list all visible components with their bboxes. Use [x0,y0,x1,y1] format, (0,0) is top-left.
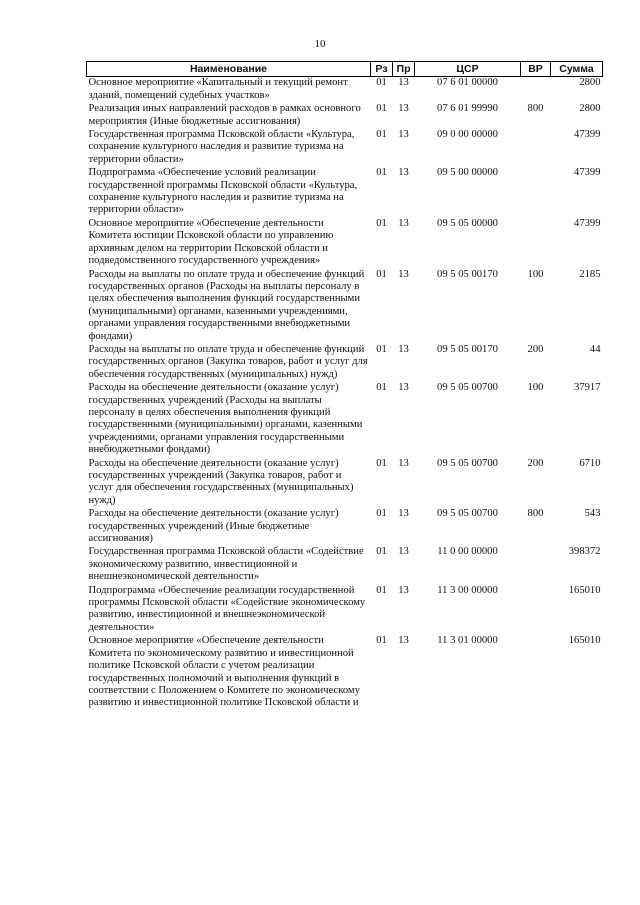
cell-pr: 13 [398,167,409,179]
cell-csr: 09 5 05 00000 [437,217,498,229]
cell-rz: 01 [376,217,387,229]
cell-sum: 2800 [579,103,601,115]
cell-vr [521,635,551,710]
table-row [87,269,603,344]
cell-vr: 100 [527,268,544,280]
cell-name: Расходы на выплаты по оплате труда и обеспечение функций государственных органов (Закупка товаров, работ и услуг для обеспечения государственных (муниципальных) нужд) [88,343,368,380]
cell-vr [521,167,551,218]
cell-csr: 09 5 05 00700 [437,457,498,469]
cell-name: Подпрограмма «Обеспечение реализации государственной программы Псковской области «Содействие экономическому развитию, инвестиционной и внешнеэкономической деятельности» [88,584,366,633]
cell-rz: 01 [376,103,387,115]
cell-sum: 398372 [568,546,601,558]
cell-sum: 165010 [568,584,601,596]
cell-vr: 200 [527,457,544,469]
cell-csr: 09 5 00 00000 [437,167,498,179]
cell-sum: 47399 [574,167,601,179]
cell-vr: 800 [527,103,544,115]
cell-sum: 47399 [574,217,601,229]
cell-rz: 01 [376,129,387,141]
cell-rz: 01 [376,635,387,647]
cell-csr: 09 5 05 00170 [437,268,498,280]
table-row [87,167,603,218]
cell-name: Основное мероприятие «Обеспечение деятельности Комитета по экономическому развитию и инвестиционной политике Псковской области с учетом реализации государственных полномочий и выполнения функций в соответствии с Положением о Комитете по экономическому развитию и инвестиционной политике Псковской области и [88,635,360,709]
cell-pr: 13 [398,103,409,115]
table-row [87,129,603,167]
cell-name: Расходы на выплаты по оплате труда и обеспечение функций государственных органов (Расходы на выплаты персоналу в целях обеспечения выполнения функций государственными (муниципальными) органами, казенными учреждениями, органами управления государственными внебюджетными фондами) [88,268,365,342]
table-row [87,546,603,584]
cell-rz: 01 [376,268,387,280]
cell-vr [521,77,551,103]
cell-csr: 09 5 05 00170 [437,343,498,355]
cell-name: Расходы на обеспечение деятельности (оказание услуг) государственных учреждений (Расходы на выплаты персоналу в целях обеспечения выполнения функций государственными (муниципальными) органами, казенными учреждениями, органами управления государственными внебюджетными фондами) [88,382,363,456]
cell-name: Подпрограмма «Обеспечение условий реализации государственной программы Псковской области «Культура, сохранение культурного наследия и развитие туризма на территории области» [88,167,358,216]
cell-vr: 200 [527,343,544,355]
table-row [87,635,603,710]
cell-name: Расходы на обеспечение деятельности (оказание услуг) государственных учреждений (Закупка товаров, работ и услуг для обеспечения государственных (муниципальных) нужд) [88,457,354,506]
cell-sum: 2185 [579,268,601,280]
cell-vr: 100 [527,382,544,394]
cell-name: Основное мероприятие «Обеспечение деятельности Комитета юстиции Псковской области по управлению архивным делом на территории Псковской области и подведомственного государственного учреждения» [88,217,334,267]
page-number: 10 [314,38,326,50]
cell-rz: 01 [376,343,387,355]
table-row [87,218,603,269]
table-row [87,458,603,509]
cell-rz: 01 [376,546,387,558]
cell-pr: 13 [398,508,409,520]
cell-name: Государственная программа Псковской области «Культура, сохранение культурного наследия и развитие туризма на территории области» [88,129,355,165]
table-row [87,508,603,546]
cell-csr: 09 5 05 00700 [437,382,498,394]
cell-csr: 07 6 01 99990 [437,103,498,115]
table-row [87,585,603,636]
cell-csr: 11 3 00 00000 [437,584,498,596]
cell-pr: 13 [398,268,409,280]
cell-sum: 37917 [574,382,601,394]
cell-rz: 01 [376,167,387,179]
cell-pr: 13 [398,77,409,89]
cell-vr [521,129,551,167]
cell-name: Государственная программа Псковской области «Содействие экономическому развитию, инвестиционной и внешнеэкономической деятельности» [88,546,364,583]
cell-sum: 543 [584,508,601,520]
cell-pr: 13 [398,217,409,229]
cell-pr: 13 [398,382,409,394]
cell-vr: 800 [527,508,544,520]
table-row [87,344,603,382]
table-header [87,62,603,77]
cell-pr: 13 [398,129,409,141]
cell-pr: 13 [398,635,409,647]
header-vr: ВР [521,62,551,77]
cell-pr: 13 [398,546,409,558]
table-body [87,77,603,711]
header-sum: Сумма [551,62,603,77]
cell-rz: 01 [376,457,387,469]
cell-csr: 11 0 00 00000 [437,546,498,558]
cell-csr: 09 5 05 00700 [437,508,498,520]
cell-name: Расходы на обеспечение деятельности (оказание услуг) государственных учреждений (Иные бюджетные ассигнования) [88,508,339,545]
cell-vr [521,585,551,636]
cell-vr [521,218,551,269]
header-name: Наименование [87,62,371,77]
table-row [87,382,603,457]
budget-table [86,61,603,711]
cell-name: Основное мероприятие «Капитальный и текущий ремонт зданий, помещений судебных участков» [88,77,348,101]
cell-csr: 09 0 00 00000 [437,129,498,141]
cell-rz: 01 [376,382,387,394]
cell-rz: 01 [376,508,387,520]
cell-pr: 13 [398,343,409,355]
cell-pr: 13 [398,457,409,469]
cell-pr: 13 [398,584,409,596]
cell-sum: 6710 [579,457,601,469]
cell-name: Реализация иных направлений расходов в рамках основного мероприятия (Иные бюджетные ассигнования) [88,103,361,127]
cell-csr: 11 3 01 00000 [437,635,498,647]
cell-sum: 44 [589,343,601,355]
table-row [87,103,603,129]
cell-csr: 07 6 01 00000 [437,77,498,89]
cell-sum: 2800 [579,77,601,89]
header-rz: Рз [371,62,393,77]
cell-sum: 165010 [568,635,601,647]
cell-sum: 47399 [574,129,601,141]
cell-rz: 01 [376,584,387,596]
header-pr: Пр [393,62,415,77]
table-row [87,77,603,103]
cell-rz: 01 [376,77,387,89]
cell-vr [521,546,551,584]
header-csr: ЦСР [415,62,521,77]
